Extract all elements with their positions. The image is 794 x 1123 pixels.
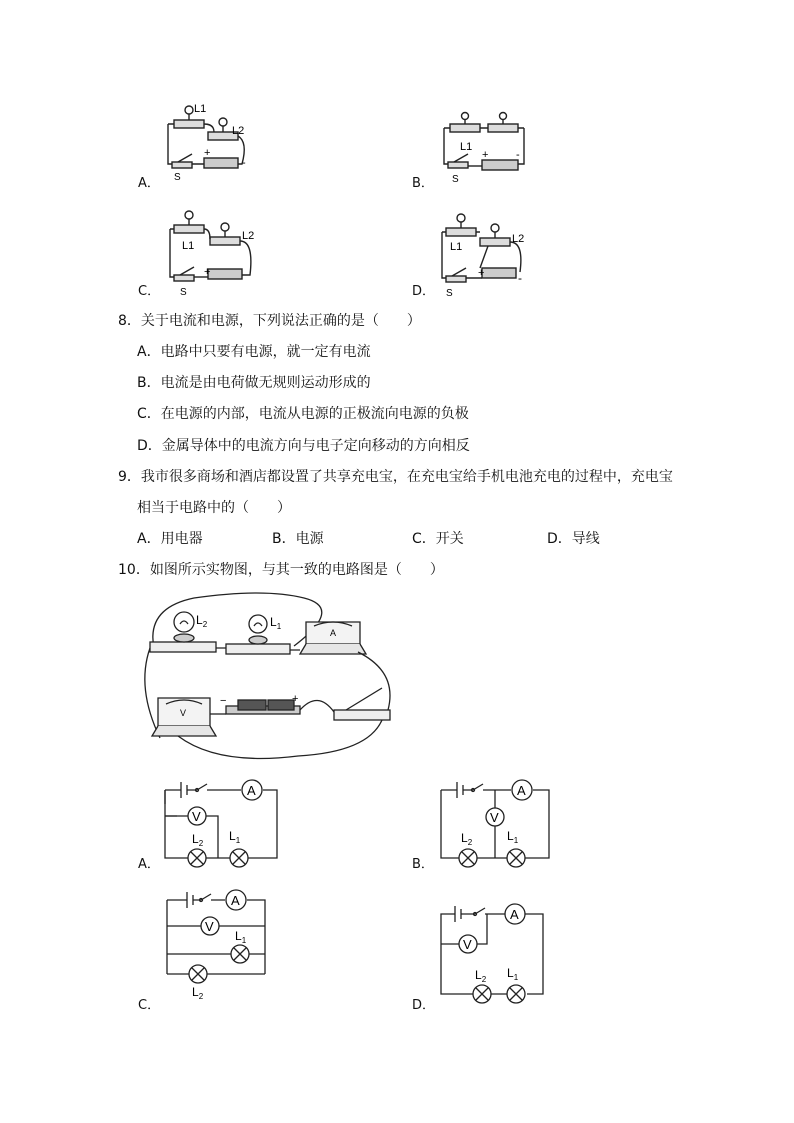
q10-physical-ammeter: A <box>330 628 337 638</box>
q10-physical-minus: − <box>220 695 227 707</box>
q7-option-b-letter[interactable]: B． <box>412 176 434 191</box>
q10d-l2: $L_2$ <box>475 968 487 984</box>
q7a-l1-label: L1 <box>194 103 207 115</box>
q7-option-a-figure <box>160 100 260 183</box>
q7d-l1-label: L1 <box>450 241 463 253</box>
q7d-minus: - <box>518 271 522 285</box>
q7-option-b-figure <box>436 112 536 185</box>
q7a-minus: - <box>242 157 246 169</box>
q10-option-d-circuit <box>441 902 546 996</box>
q10b-l2: $L_2$ <box>461 831 473 847</box>
q10-option-c-circuit <box>167 888 272 1000</box>
q9-stem-line2: 相当于电路中的（ ） <box>137 500 291 516</box>
q10-option-b-letter[interactable]: B． <box>412 857 434 872</box>
q7-option-c-letter[interactable]: C． <box>138 284 161 299</box>
q9-stem-line1: 9．我市很多商场和酒店都设置了共享充电宝，在充电宝给手机电池充电的过程中，充电宝 <box>118 469 673 485</box>
q9-option-a[interactable]: A．用电器 <box>137 531 203 547</box>
q10-physical-l2: $L_2$ <box>196 613 208 629</box>
q7d-s-label: S <box>446 288 453 299</box>
q10a-ammeter: A <box>247 783 256 798</box>
q7d-l2-label: L2 <box>512 233 525 245</box>
q10a-l2: $L_2$ <box>192 832 204 848</box>
q10-option-a-circuit <box>165 778 280 860</box>
q7d-plus: + <box>478 267 485 279</box>
q10-option-b-circuit <box>441 778 553 860</box>
q10-option-a-letter[interactable]: A． <box>138 857 160 872</box>
q7c-l2-label: L2 <box>242 230 255 242</box>
q10d-l1: $L_1$ <box>507 966 519 982</box>
q8-option-a[interactable]: A．电路中只要有电源，就一定有电流 <box>137 344 371 360</box>
q7-option-d-figure <box>438 208 548 298</box>
q8-stem: 8．关于电流和电源，下列说法正确的是（ ） <box>118 313 421 329</box>
q10-physical-plus: + <box>292 693 299 705</box>
q10a-voltmeter: V <box>192 809 201 824</box>
q7-option-a-letter[interactable]: A． <box>138 176 160 191</box>
q8-option-c[interactable]: C．在电源的内部，电流从电源的正极流向电源的负极 <box>137 406 469 422</box>
q9-option-c[interactable]: C．开关 <box>412 531 464 547</box>
q10c-l2: $L_2$ <box>192 985 204 1001</box>
q10-physical-voltmeter: V <box>180 708 187 718</box>
q7a-plus: + <box>204 147 211 159</box>
q7b-l1-label: L1 <box>460 141 473 153</box>
q8-option-b[interactable]: B．电流是由电荷做无规则运动形成的 <box>137 375 371 391</box>
q10c-l1: $L_1$ <box>235 929 247 945</box>
q7c-plus: + <box>204 266 211 278</box>
q7c-l1-label: L1 <box>182 240 195 252</box>
q10b-l1: $L_1$ <box>507 829 519 845</box>
q10d-voltmeter: V <box>463 937 472 952</box>
q7a-l2-label: L2 <box>232 125 245 137</box>
q10b-voltmeter: V <box>490 810 499 825</box>
q10a-l1: $L_1$ <box>229 829 241 845</box>
q9-option-b[interactable]: B．电源 <box>272 531 324 547</box>
q10c-voltmeter: V <box>205 919 214 934</box>
q10-physical-l1: $L_1$ <box>270 615 282 631</box>
q10b-ammeter: A <box>517 783 526 798</box>
q10-physical-circuit <box>138 592 400 762</box>
q7a-s-label: S <box>174 172 181 183</box>
q7c-s-label: S <box>180 287 187 298</box>
q10-option-d-letter[interactable]: D． <box>412 998 436 1013</box>
q7b-s-label: S <box>452 174 459 185</box>
q7-option-d-letter[interactable]: D． <box>412 284 436 299</box>
q7-option-c-figure <box>164 205 264 298</box>
q10-stem: 10．如图所示实物图，与其一致的电路图是（ ） <box>118 562 444 578</box>
q7b-minus: - <box>516 149 520 161</box>
q10-option-c-letter[interactable]: C． <box>138 998 161 1013</box>
q9-option-d[interactable]: D．导线 <box>547 531 600 547</box>
q7b-plus: + <box>482 149 489 161</box>
q8-option-d[interactable]: D．金属导体中的电流方向与电子定向移动的方向相反 <box>137 438 470 454</box>
q10c-ammeter: A <box>231 893 240 908</box>
q10d-ammeter: A <box>510 907 519 922</box>
